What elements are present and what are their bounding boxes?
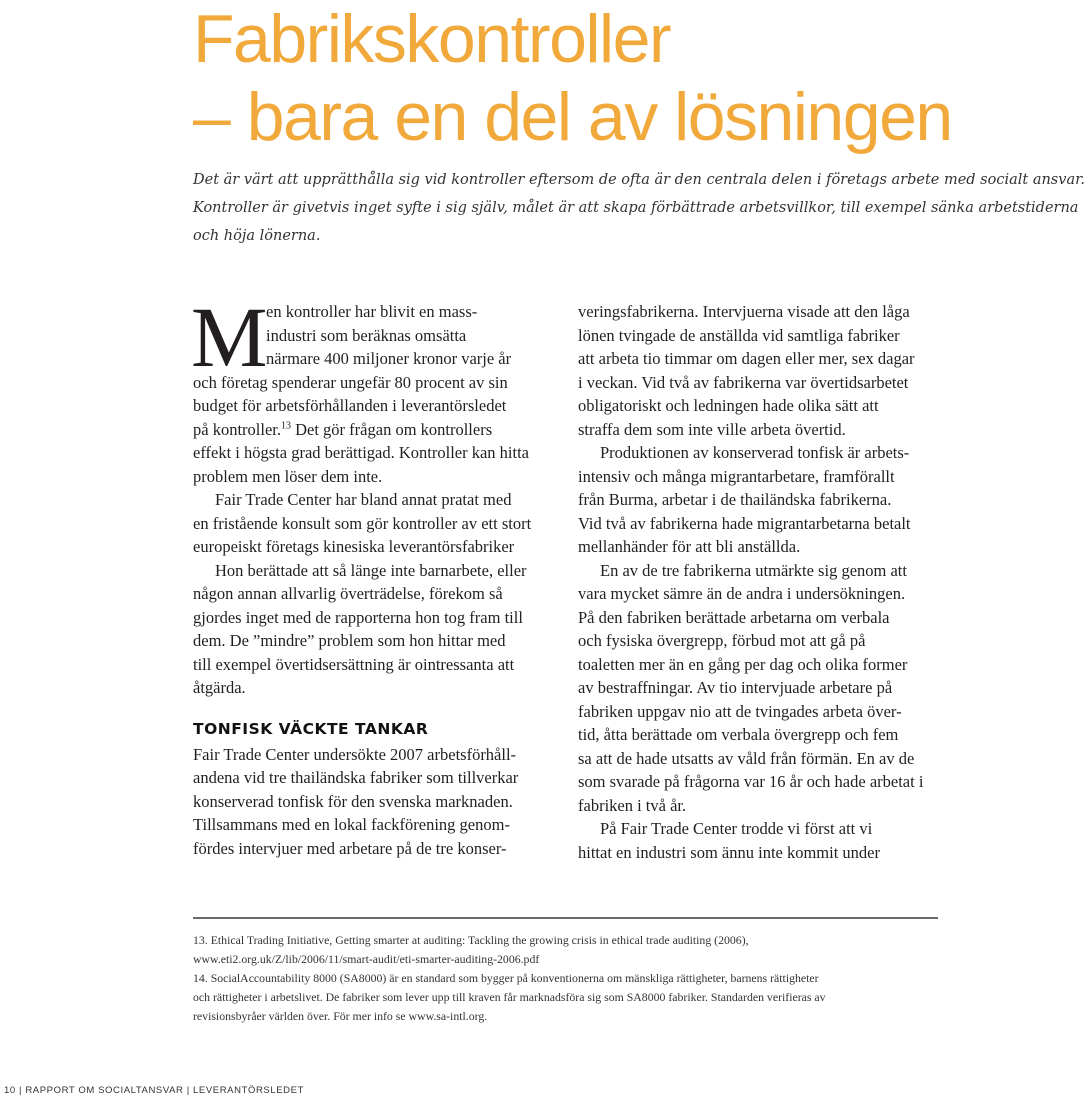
intro-paragraph (193, 166, 1085, 250)
body-line: problem men löser dem inte. (193, 466, 383, 486)
intro-line: Kontroller är givetvis inget syfte i sig själv, målet är att skapa förbättrade arbetsvillkor, till exempel sänka arbetstiderna (193, 200, 1079, 216)
body-line: lönen tvingade de anställda vid samtliga fabriker (578, 325, 900, 345)
body-line: obligatoriskt och ledningen hade olika sätt att (578, 396, 879, 415)
body-line: som svarade på frågorna var 16 år och hade arbetat i (578, 772, 924, 791)
body-line: En av de tre fabrikerna utmärkte sig genom att (600, 560, 907, 580)
footnote-link[interactable]: www.eti2.org.uk/Z/lib/2006/11/smart-audit/eti-smarter-auditing-2006.pdf (193, 952, 540, 966)
page-title (193, 0, 952, 156)
body-line: effekt i högsta grad berättigad. Kontroller kan hitta (193, 443, 530, 462)
body-line: straffa dem som inte ville arbeta övertid. (578, 419, 846, 439)
body-line: att arbeta tio timmar om dagen eller mer, sex dagar (578, 349, 915, 368)
body-line: fördes intervjuer med arbetare på de tre konser- (193, 838, 507, 858)
body-line: från Burma, arbetar i de thailändska fabrikerna. (578, 490, 892, 509)
body-line: fabriken i två år. (578, 795, 687, 815)
footnote-13 (193, 931, 943, 969)
body-line: närmare 400 miljoner kronor varje år (266, 349, 512, 368)
right-column (578, 300, 948, 864)
body-line: och fysiska övergrepp, förbud mot att gå på (578, 631, 866, 650)
footnotes (193, 931, 943, 1026)
footnote-ref[interactable]: 13 (280, 420, 291, 431)
body-line: europeiskt företags kinesiska leverantörsfabriker (193, 537, 515, 556)
body-text: på kontroller. (193, 419, 281, 439)
body-line: gjordes inget med de rapporterna hon tog fram till (193, 607, 523, 627)
body-line: någon annan allvarlig överträdelse, förekom så (193, 584, 503, 603)
body-line: konserverad tonfisk för den svenska marknaden. (193, 791, 513, 811)
footnote-14 (193, 969, 943, 1026)
title-line-2: – bara en del av lösningen (193, 79, 952, 155)
footnote-line: 14. SocialAccountability 8000 (SA8000) är en standard som bygger på konventionerna om mänskliga rättigheter, barnens rättigheter (193, 971, 819, 985)
body-line: en kontroller har blivit en mass- (266, 302, 478, 321)
dropcap: M (191, 289, 268, 385)
intro-line: Det är värt att upprätthålla sig vid kontroller eftersom de ofta är den centrala delen i företags arbete med socialt ansvar. (193, 172, 1085, 188)
body-line: vara mycket sämre än de andra i undersökningen. (578, 584, 906, 603)
body-line: av bestraffningar. Av tio intervjuade arbetare på (578, 678, 893, 697)
body-line: Fair Trade Center undersökte 2007 arbetsförhåll- (193, 744, 517, 764)
body-line-with-footnote (193, 418, 538, 442)
footnote-divider (193, 917, 938, 919)
body-line: Hon berättade att så länge inte barnarbete, eller (215, 560, 527, 580)
body-line: toaletten mer än en gång per dag och olika former (578, 654, 908, 674)
body-line: och företag spenderar ungefär 80 procent av sin (193, 372, 508, 392)
body-line: tid, åtta berättade om verbala övergrepp och fem (578, 725, 899, 744)
body-line: åtgärda. (193, 678, 246, 697)
body-line: budget för arbetsförhållanden i leverantörsledet (193, 396, 507, 415)
footnote-line: revisionsbyråer världen över. För mer info se www.sa-intl.org. (193, 1009, 488, 1023)
body-text: Det gör frågan om kontrollers (290, 419, 493, 439)
body-line: andena vid tre thailändska fabriker som tillverkar (193, 768, 519, 787)
body-line: På den fabriken berättade arbetarna om verbala (578, 607, 890, 627)
footnote-line: och rättigheter i arbetslivet. De fabriker som lever upp till kraven får marknadsföra sig som SA8000 fabriker. Standarden verifieras av (193, 990, 826, 1004)
body-line: fabriken uppgav nio att de tvingades arbeta över- (578, 701, 902, 721)
body-line: mellanhänder för att bli anställda. (578, 537, 801, 556)
body-line: Vid två av fabrikerna hade migrantarbetarna betalt (578, 513, 911, 533)
body-line: Fair Trade Center har bland annat pratat med (215, 490, 512, 509)
body-line: veringsfabrikerna. Intervjuerna visade att den låga (578, 302, 910, 321)
intro-line: och höja lönerna. (193, 228, 321, 244)
body-line: sa att de hade utsatts av våld från förmän. En av de (578, 748, 915, 768)
body-line: intensiv och många migrantarbetare, framförallt (578, 466, 895, 486)
body-line: På Fair Trade Center trodde vi först att vi (600, 819, 873, 838)
body-line: Produktionen av konserverad tonfisk är arbets- (600, 443, 910, 462)
body-line: till exempel övertidsersättning är ointressanta att (193, 654, 515, 674)
body-line: industri som beräknas omsätta (266, 325, 467, 345)
body-line: en fristående konsult som gör kontroller av ett stort (193, 513, 532, 533)
body-line: Tillsammans med en lokal fackförening genom- (193, 815, 510, 834)
page-footer: 10 | RAPPORT OM SOCIALTANSVAR | LEVERANTÖRSLEDET (4, 1085, 304, 1096)
body-line: dem. De ”mindre” problem som hon hittar med (193, 631, 506, 650)
left-column (191, 289, 538, 860)
section-heading: TONFISK VÄCKTE TANKAR (193, 719, 429, 738)
footnote-line: 13. Ethical Trading Initiative, Getting smarter at auditing: Tackling the growing crisis in ethical trade auditing (2006), (193, 933, 749, 947)
body-line: hittat en industri som ännu inte kommit under (578, 842, 881, 862)
body-line: i veckan. Vid två av fabrikerna var övertidsarbetet (578, 372, 909, 392)
title-line-1: Fabrikskontroller (193, 1, 671, 77)
